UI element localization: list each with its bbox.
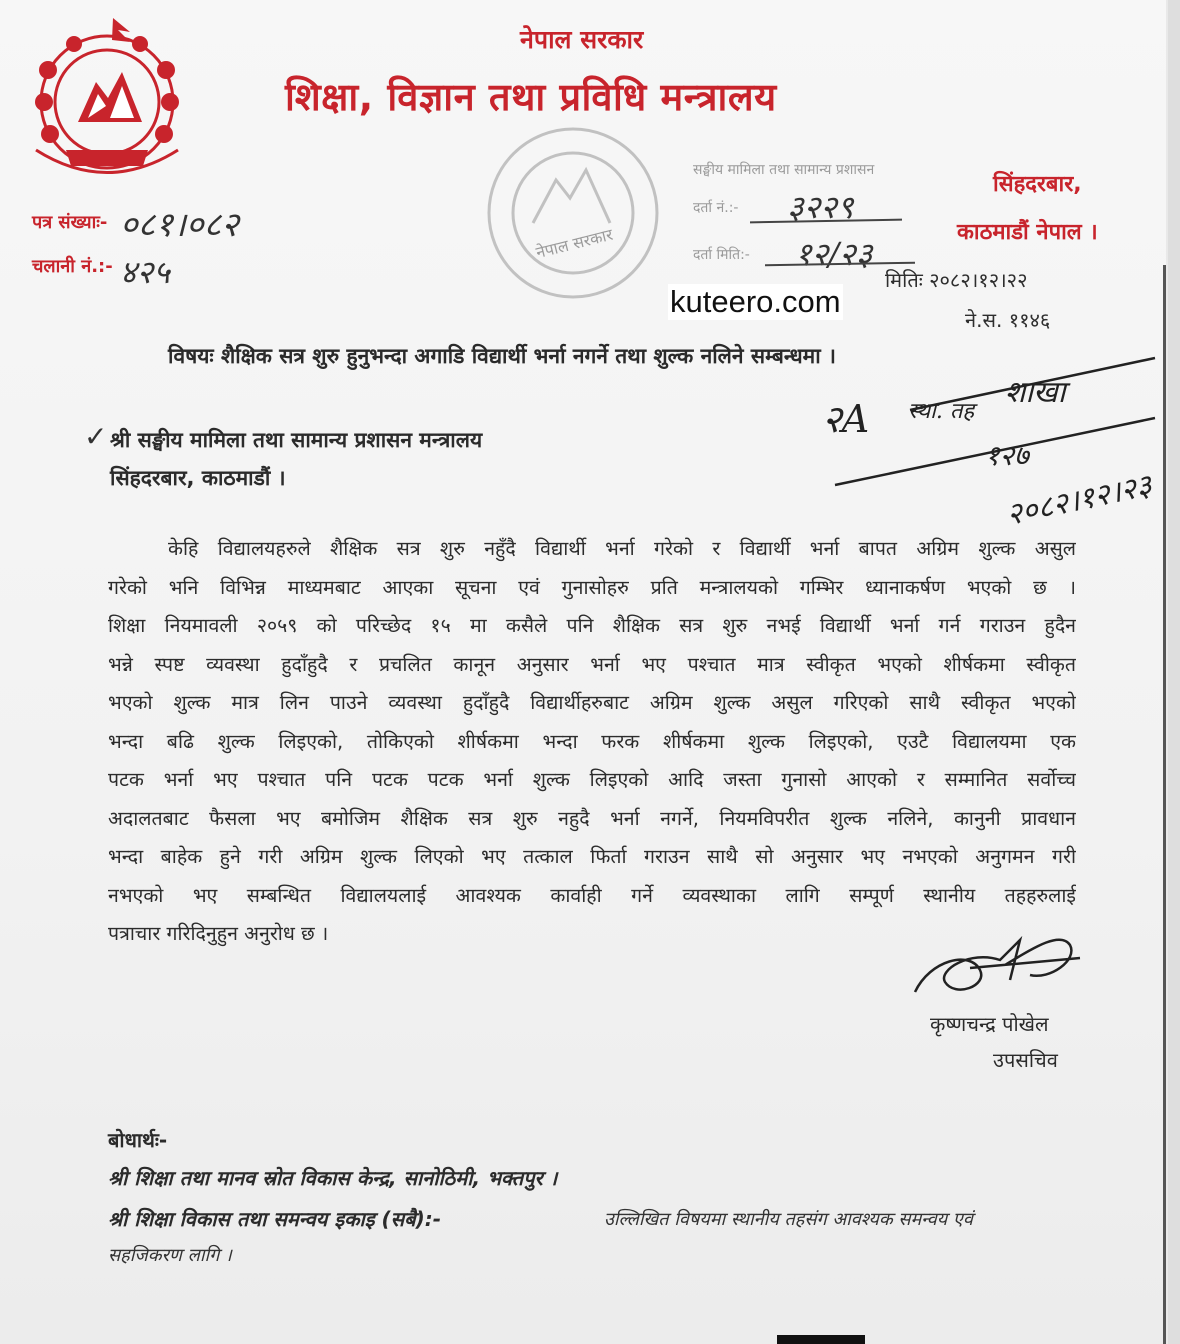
- letter-subject: विषयः शैक्षिक सत्र शुरु हुनुभन्दा अगाडि विद्यार्थी भर्ना नगर्ने तथा शुल्क नलिने सम्बन्धमा ।: [168, 344, 836, 368]
- letter-number-label: पत्र संख्याः-: [32, 212, 108, 233]
- letter-number-value: ०८१।०८२: [120, 205, 239, 245]
- margin-note-part1: २A: [822, 397, 870, 441]
- margin-note-strokes: [830, 350, 1160, 500]
- body-line: भन्दा बाहेक हुने गरी अग्रिम शुल्क लिएको भए तत्काल फिर्ता गराउन साथै सो अनुसार भए नभएको अनुगमन गरी: [108, 845, 1076, 868]
- check-mark-icon: ✓: [84, 420, 108, 453]
- registration-number-value: ३२२९: [787, 188, 854, 226]
- body-line: नभएको भए सम्बन्धित विद्यालयलाई आवश्यक कार्वाही गर्ने व्यवस्थाका लागि सम्पूर्ण स्थानीय तहहरुलाई: [108, 883, 1076, 907]
- registration-number-label: दर्ता नं.:-: [693, 200, 739, 216]
- cc-item-2-note: उल्लिखित विषयमा स्थानीय तहसंग आवश्यक समन्वय एवं: [604, 1209, 973, 1230]
- body-line: भन्दा बढि शुल्क लिइएको, तोकिएको शीर्षकमा भन्दा फरक शीर्षकमा शुल्क लिइएको, एउटै विद्यालयमा एक: [108, 729, 1076, 753]
- body-line: पटक भर्ना भए पश्चात पनि पटक पटक भर्ना शुल्क लिइएको आदि जस्ता गुनासो आएको र सम्मानित सर्वोच्च: [108, 768, 1076, 791]
- office-address-line2: काठमाडौं नेपाल ।: [957, 220, 1098, 245]
- body-line: शिक्षा नियमावली २०५९ को परिच्छेद १५ मा कसैले पनि शैक्षिक सत्र शुरु नभई विद्यार्थी भर्ना गर्न गराउन हुदैन: [108, 614, 1076, 637]
- cc-item-1: श्री शिक्षा तथा मानव स्रोत विकास केन्द्र, सानोठिमी, भक्तपुर ।: [108, 1166, 558, 1190]
- margin-note-part2: स्था. तह: [908, 399, 975, 424]
- registration-date-label: दर्ता मिति:-: [693, 247, 750, 263]
- cc-item-2-note-continued: सहजिकरण लागि ।: [108, 1245, 232, 1266]
- signatory-name: कृष्णचन्द्र पोखेल: [930, 1012, 1049, 1036]
- signatory-designation: उपसचिव: [993, 1048, 1058, 1072]
- bottom-bar: [777, 1335, 865, 1344]
- letter-body: [108, 530, 1076, 954]
- registration-stamp-office: सङ्घीय मामिला तथा सामान्य प्रशासन: [693, 162, 875, 178]
- page-edge-line: [1163, 265, 1166, 1344]
- addressee-line1: श्री सङ्घीय मामिला तथा सामान्य प्रशासन मन्त्रालय: [110, 428, 483, 452]
- page-edge: [1168, 0, 1180, 1344]
- letter-date: मितिः २०८२।१२।२२: [885, 268, 1028, 292]
- body-line: भन्ने स्पष्ट व्यवस्था हुदाँहुदै र प्रचलित कानून अनुसार भर्ना भए पश्चात मात्र स्वीकृत भएको शीर्षकमा स्वीकृत: [108, 652, 1076, 676]
- addressee-line2: सिंहदरबार, काठमाडौं ।: [110, 466, 286, 490]
- dispatch-number-value: ४२५: [120, 253, 170, 291]
- seal-text: नेपाल सरकार: [533, 224, 615, 263]
- body-line: अदालतबाट फैसला भए बमोजिम शैक्षिक सत्र शुरु नहुदै भर्ना नगर्ने, नियमविपरीत शुल्क नलिने, कानुनी प्रावधान: [108, 806, 1076, 830]
- ministry-title: शिक्षा, विज्ञान तथा प्रविधि मन्त्रालय: [285, 75, 777, 119]
- body-line: पत्राचार गरिदिनुहुन अनुरोध छ ।: [108, 922, 329, 945]
- government-title: नेपाल सरकार: [520, 25, 644, 54]
- watermark: kuteero.com: [670, 284, 841, 319]
- margin-note-part3: शाखा: [1005, 375, 1066, 410]
- registration-date-value: १२/२३: [795, 235, 873, 273]
- signature: [910, 920, 1085, 1005]
- margin-note-part4: १२७: [985, 439, 1029, 472]
- dispatch-number-label: चलानी नं.:-: [32, 256, 113, 277]
- nepal-emblem-icon: [18, 10, 196, 182]
- body-line: केहि विद्यालयहरुले शैक्षिक सत्र शुरु नहुँदै विद्यार्थी भर्ना गरेको र विद्यार्थी भर्ना बापत अग्रिम शुल्क असुल: [168, 537, 1076, 560]
- cc-item-2: श्री शिक्षा विकास तथा समन्वय इकाइ (सबै):-: [108, 1207, 442, 1231]
- nepal-sambat-date: ने.स. ११४६: [965, 308, 1051, 332]
- body-line: भएको शुल्क मात्र लिन पाउने व्यवस्था हुदाँहुदै विद्यार्थीहरुबाट अग्रिम शुल्क असुल गरिएको साथै स्वीकृत भएको: [108, 691, 1076, 714]
- office-address-line1: सिंहदरबार,: [993, 172, 1082, 197]
- office-seal: [478, 118, 668, 308]
- margin-note-part5: २०८२।१२।२३: [1003, 468, 1155, 533]
- body-line: गरेको भनि विभिन्न माध्यमबाट आएका सूचना एवं गुनासोहरु प्रति मन्त्रालयको गम्भिर ध्यानाकर्षण भएको छ ।: [108, 575, 1076, 599]
- cc-label: बोधार्थः-: [108, 1128, 168, 1152]
